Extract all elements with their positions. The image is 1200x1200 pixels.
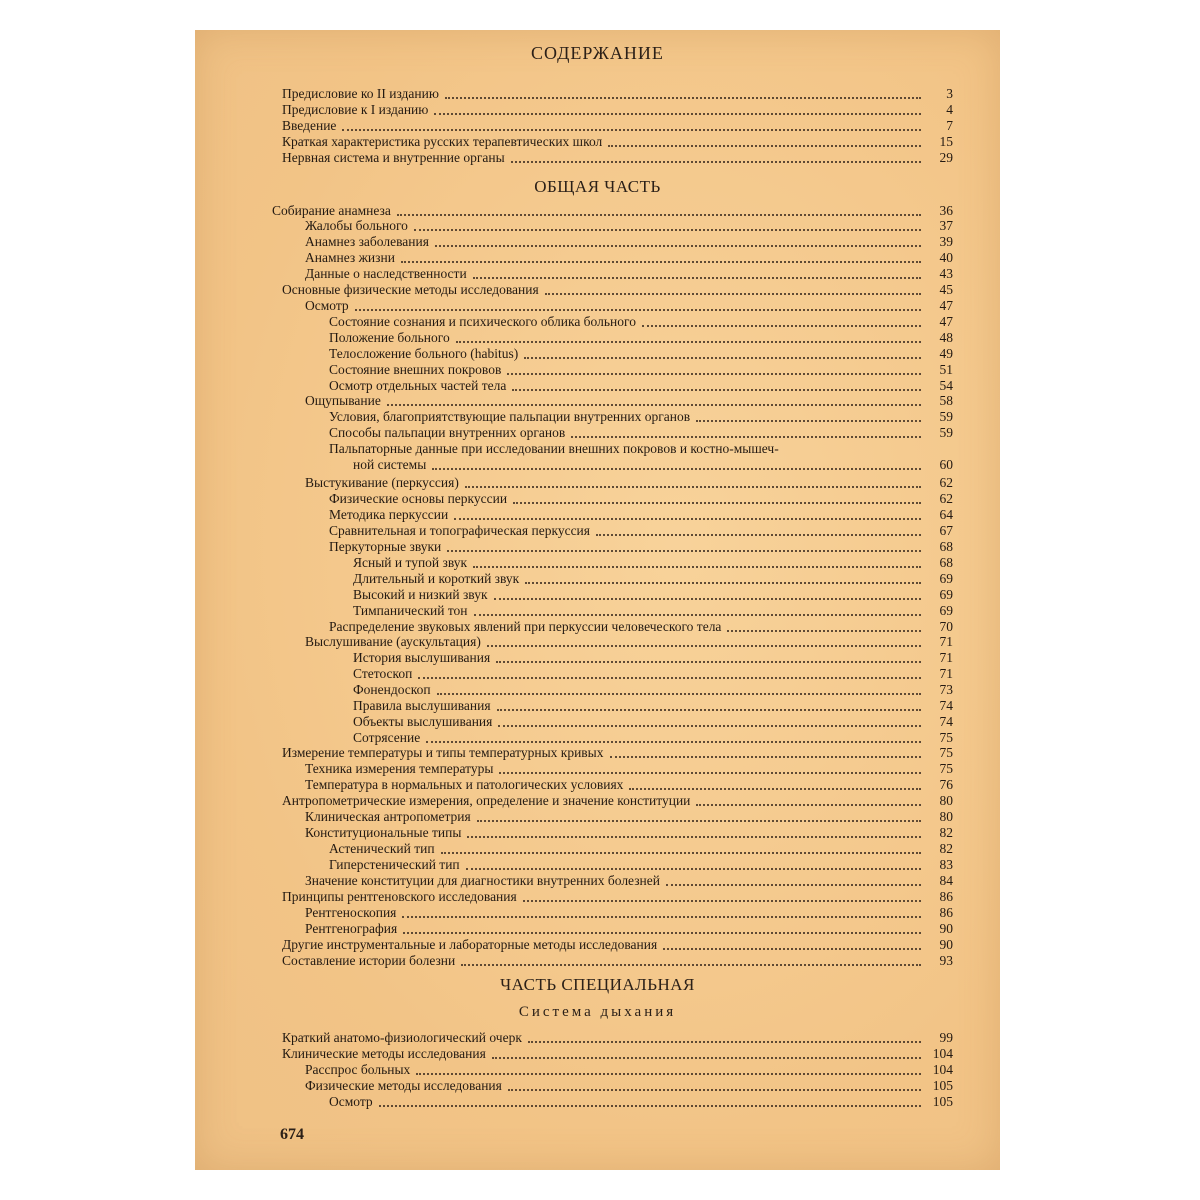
toc-page-number: 86 [939,889,953,904]
toc-page-number: 69 [939,603,953,618]
toc-leader-dots [511,161,921,163]
special-part-heading: ЧАСТЬ СПЕЦИАЛЬНАЯ [500,975,695,994]
toc-page-number: 54 [939,378,953,393]
toc-leader-dots [492,1057,921,1059]
toc-entry [282,118,953,134]
toc-leader-dots [418,677,921,679]
toc-page-number: 86 [939,905,953,920]
toc-leader-dots [666,884,921,886]
toc-page-number: 74 [939,698,953,713]
toc-entry [305,761,953,777]
toc-page-number: 59 [939,425,953,440]
toc-entry-title: Конституциональные типы [305,825,462,840]
toc-entry-title: Расспрос больных [305,1062,411,1077]
toc-page-number: 4 [946,102,953,117]
toc-entry [329,425,953,441]
toc-entry [282,86,953,102]
toc-leader-dots [696,804,921,806]
toc-entry-title: Ясный и тупой звук [353,555,468,570]
toc-leader-dots [498,725,921,727]
toc-entry-title: Стетоскоп [353,666,413,681]
toc-page-number: 68 [939,539,953,554]
toc-page-number: 71 [939,650,953,665]
toc-leader-dots [466,868,921,870]
toc-leader-dots [696,420,921,422]
toc-leader-dots [465,486,921,488]
toc-leader-dots [414,229,921,231]
toc-entry-title: Анамнез заболевания [305,234,429,249]
toc-entry [329,539,953,555]
toc-entry [282,102,953,118]
toc-entry-title-continuation: ной системы [353,457,427,472]
toc-entry [305,266,953,282]
toc-leader-dots [512,389,921,391]
toc-entry [329,523,953,539]
toc-leader-dots [508,1089,921,1091]
toc-entry [329,491,953,507]
toc-leader-dots [608,145,921,147]
toc-leader-dots [610,756,921,758]
toc-entry [282,1030,953,1046]
toc-entry [305,1062,953,1078]
toc-leader-dots [507,373,921,375]
toc-entry [353,555,953,571]
toc-entry-title: Осмотр [329,1094,373,1109]
toc-page-number: 71 [939,634,953,649]
toc-entry-title: Распределение звуковых явлений при перкуссии человеческого тела [329,619,722,634]
toc-page-number: 40 [939,250,953,265]
toc-entry-title: Измерение температуры и типы температурных кривых [282,745,604,760]
toc-page-number: 75 [939,730,953,745]
toc-entry [282,793,953,809]
toc-entry [329,841,953,857]
toc-entry-title: Состояние сознания и психического облика больного [329,314,636,329]
toc-entry-title: Краткий анатомо-физиологический очерк [282,1030,522,1045]
toc-leader-dots [477,820,921,822]
toc-entry-title: Физические методы исследования [305,1078,502,1093]
toc-page-number: 15 [939,134,953,149]
toc-entry [353,682,953,698]
toc-entry [305,1078,953,1094]
toc-entry-title: Состояние внешних покровов [329,362,502,377]
table-of-contents [195,30,1000,1170]
toc-leader-dots [342,129,921,131]
toc-leader-dots [447,550,921,552]
toc-page-number: 51 [939,362,953,377]
toc-entry [305,298,953,314]
toc-entry-title: Сравнительная и топографическая перкуссия [329,523,590,538]
toc-entry [282,150,953,166]
toc-entry [353,603,953,619]
toc-entry-title: Жалобы больного [305,218,408,233]
toc-page-number: 93 [939,953,953,968]
toc-page-number: 64 [939,507,953,522]
toc-entry-title: Перкуторные звуки [329,539,442,554]
toc-leader-dots [456,341,921,343]
toc-entry [329,346,953,362]
general-part-heading: ОБЩАЯ ЧАСТЬ [534,177,661,196]
toc-entry [282,745,953,761]
toc-leader-dots [642,325,921,327]
toc-page-number: 104 [932,1046,953,1061]
toc-page-number: 70 [939,619,953,634]
toc-entry [329,314,953,330]
toc-leader-dots [473,277,921,279]
toc-leader-dots [487,645,921,647]
toc-entry-title: Температура в нормальных и патологических условиях [305,777,624,792]
toc-page-number: 73 [939,682,953,697]
toc-page-number: 67 [939,523,953,538]
toc-entry [305,475,953,491]
toc-page-number: 62 [939,491,953,506]
toc-entry [305,634,953,650]
toc-entry [353,666,953,682]
toc-entry [305,234,953,250]
toc-page-number: 49 [939,346,953,361]
toc-entry-title: Объекты выслушивания [353,714,493,729]
toc-entry-title: Клиническая антропометрия [305,809,471,824]
toc-page-number: 36 [939,203,953,218]
toc-entry [353,650,953,666]
toc-leader-dots [663,948,921,950]
toc-entry-title: Собирание анамнеза [272,203,391,218]
toc-page-number: 90 [939,937,953,952]
toc-page-number: 29 [939,150,953,165]
toc-entry [305,809,953,825]
toc-entry-title: Клинические методы исследования [282,1046,486,1061]
toc-leader-dots [432,468,921,470]
toc-leader-dots [596,534,921,536]
toc-leader-dots [524,357,921,359]
toc-entry-title: Телосложение больного (habitus) [329,346,519,361]
toc-leader-dots [397,214,921,216]
toc-entry [329,857,953,873]
toc-entry [282,1046,953,1062]
toc-entry [353,730,953,746]
toc-entry [329,507,953,523]
toc-entry-title: Рентгенография [305,921,398,936]
toc-entry [282,282,953,298]
toc-leader-dots [403,932,921,934]
toc-leader-dots [513,502,921,504]
toc-leader-dots [454,518,921,520]
toc-entry [329,378,953,394]
toc-entry-title: Составление истории болезни [282,953,456,968]
toc-entry [282,937,953,953]
toc-leader-dots [441,852,921,854]
toc-leader-dots [727,630,921,632]
toc-entry-title: Краткая характеристика русских терапевтических школ [282,134,603,149]
toc-entry-title: Осмотр [305,298,349,313]
toc-entry-title: Условия, благоприятствующие пальпации внутренних органов [329,409,691,424]
toc-leader-dots [435,245,921,247]
toc-entry [305,921,953,937]
toc-leader-dots [355,309,921,311]
toc-leader-dots [387,404,921,406]
toc-leader-dots [434,113,921,115]
toc-entry-title: Ощупывание [305,393,381,408]
toc-page-number: 47 [939,314,953,329]
toc-leader-dots [402,916,921,918]
toc-entry-title: Длительный и короткий звук [353,571,520,586]
toc-page-number: 75 [939,745,953,760]
toc-page-number: 47 [939,298,953,313]
toc-entry-title: Высокий и низкий звук [353,587,488,602]
toc-entry [305,777,953,793]
toc-page-number: 80 [939,793,953,808]
toc-entry-title: Введение [282,118,337,133]
toc-entry [353,714,953,730]
toc-entry [305,393,953,409]
toc-entry-title: Выслушивание (аускультация) [305,634,481,649]
toc-entry-title: Анамнез жизни [305,250,395,265]
toc-page-number: 83 [939,857,953,872]
toc-leader-dots [499,772,921,774]
toc-page-number: 90 [939,921,953,936]
toc-leader-dots [379,1105,921,1107]
toc-entry-title: Фонендоскоп [353,682,431,697]
toc-leader-dots [496,661,921,663]
toc-page-number: 58 [939,393,953,408]
toc-entry-title: Предисловие к I изданию [282,102,429,117]
toc-page-number: 37 [939,218,953,233]
toc-page-number: 75 [939,761,953,776]
toc-page-number: 82 [939,825,953,840]
toc-entry-title: Данные о наследственности [305,266,467,281]
toc-entry-title: Гиперстенический тип [329,857,460,872]
toc-page-number: 62 [939,475,953,490]
toc-page-number: 76 [939,777,953,792]
toc-entry [305,218,953,234]
toc-entry [282,953,953,969]
toc-entry [282,889,953,905]
toc-entry-title: Принципы рентгеновского исследования [282,889,517,904]
toc-entry-title: Тимпанический тон [353,603,468,618]
toc-entry-title: Положение больного [329,330,450,345]
toc-entry [329,362,953,378]
toc-page-number: 45 [939,282,953,297]
toc-page-number: 104 [932,1062,953,1077]
toc-leader-dots [461,964,921,966]
toc-page-number: 48 [939,330,953,345]
toc-page-number: 7 [946,118,953,133]
toc-entry-title: Способы пальпации внутренних органов [329,425,566,440]
toc-entry [305,873,953,889]
toc-leader-dots [437,693,921,695]
toc-leader-dots [525,582,921,584]
toc-entry [305,250,953,266]
toc-page-number: 71 [939,666,953,681]
toc-leader-dots [571,436,921,438]
toc-entry-title: Выстукивание (перкуссия) [305,475,459,490]
toc-entry [272,203,953,219]
toc-leader-dots [401,261,921,263]
toc-entry [353,587,953,603]
toc-entry-title: Техника измерения температуры [305,761,494,776]
toc-entry-title: Сотрясение [353,730,421,745]
toc-leader-dots [528,1041,921,1043]
toc-leader-dots [426,741,921,743]
toc-entry-title: История выслушивания [353,650,491,665]
toc-page-number: 105 [932,1094,953,1109]
toc-entry-title: Правила выслушивания [353,698,491,713]
toc-page-number: 99 [939,1030,953,1045]
page-number: 674 [280,1126,304,1143]
toc-leader-dots [473,566,921,568]
toc-leader-dots [497,709,921,711]
toc-entry-title: Основные физические методы исследования [282,282,539,297]
book-page [195,30,1000,1170]
toc-entry-title: Рентгеноскопия [305,905,397,920]
contents-heading: СОДЕРЖАНИЕ [531,43,664,63]
toc-entry [282,134,953,150]
toc-entry [329,619,953,635]
toc-entry [329,1094,953,1110]
toc-page-number: 59 [939,409,953,424]
toc-entry-title: Пальпаторные данные при исследовании внешних покровов и костно-мышеч- [329,441,779,456]
toc-entry [329,409,953,425]
toc-entry-title: Антропометрические измерения, определение и значение конституции [282,793,691,808]
toc-page-number: 69 [939,571,953,586]
toc-entry-title: Осмотр отдельных частей тела [329,378,507,393]
toc-entry [353,457,953,473]
toc-leader-dots [467,836,921,838]
toc-page-number: 68 [939,555,953,570]
toc-entry-title: Значение конституции для диагностики внутренних болезней [305,873,660,888]
toc-entry [305,825,953,841]
toc-page-number: 105 [932,1078,953,1093]
toc-page-number: 60 [939,457,953,472]
toc-entry [329,330,953,346]
toc-leader-dots [629,788,921,790]
toc-entry [305,905,953,921]
toc-leader-dots [545,293,921,295]
toc-leader-dots [474,614,921,616]
toc-leader-dots [523,900,921,902]
toc-leader-dots [445,97,921,99]
toc-page-number: 69 [939,587,953,602]
toc-page-number: 39 [939,234,953,249]
toc-page-number: 80 [939,809,953,824]
toc-leader-dots [494,598,921,600]
toc-entry-title: Физические основы перкуссии [329,491,508,506]
toc-entry-title: Астенический тип [329,841,435,856]
toc-entry-title: Методика перкуссии [329,507,449,522]
toc-page-number: 74 [939,714,953,729]
toc-page-number: 82 [939,841,953,856]
respiratory-system-heading: Система дыхания [518,1004,677,1020]
toc-page-number: 84 [939,873,953,888]
toc-page-number: 43 [939,266,953,281]
toc-entry-title: Нервная система и внутренние органы [282,150,505,165]
toc-entry [353,698,953,714]
toc-entry-title: Другие инструментальные и лабораторные методы исследования [282,937,658,952]
toc-page-number: 3 [946,86,953,101]
toc-entry [353,571,953,587]
toc-leader-dots [416,1073,921,1075]
toc-entry-title: Предисловие ко II изданию [282,86,439,101]
